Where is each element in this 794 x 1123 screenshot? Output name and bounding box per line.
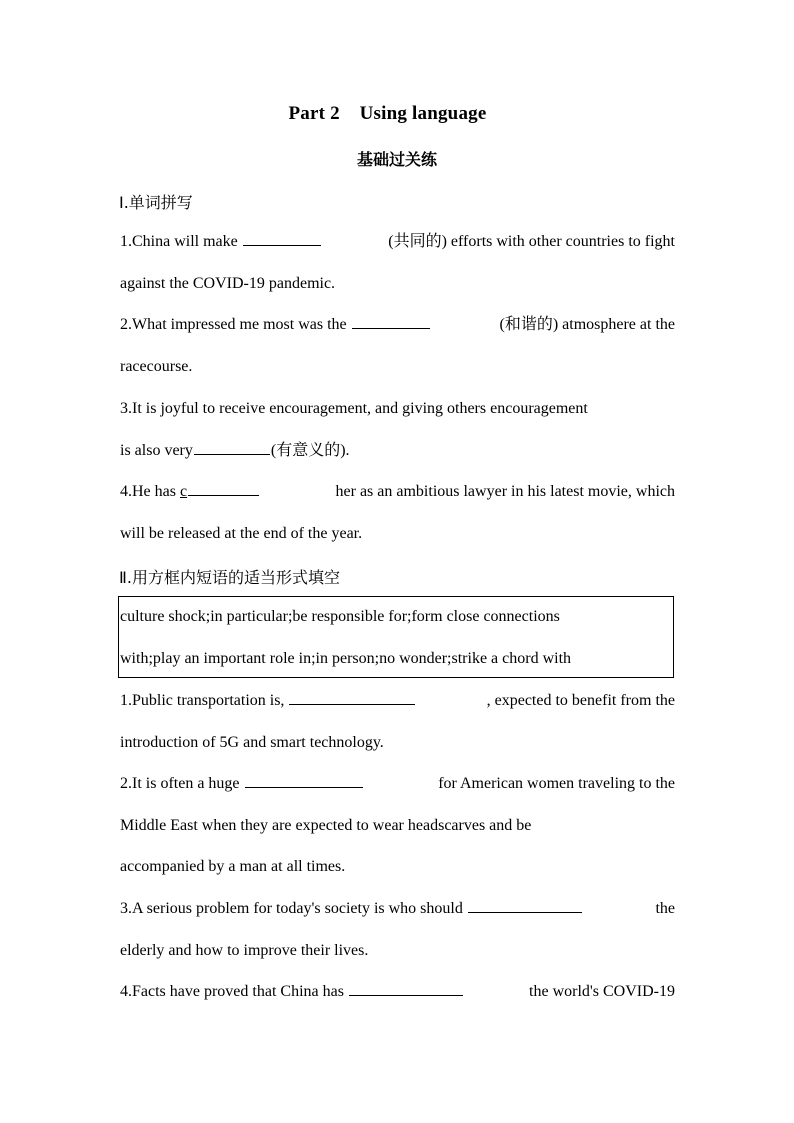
- section-1-item-4: [120, 471, 675, 554]
- section-2-heading: Ⅱ.用方框内短语的适当形式填空: [119, 568, 340, 587]
- section-2-item-4: [120, 971, 675, 1013]
- item-text: (有意义的).: [270, 441, 350, 459]
- item-text: 1.Public transportation is,: [120, 692, 289, 709]
- answer-blank[interactable]: [352, 327, 430, 329]
- item-text: elderly and how to improve their lives.: [120, 941, 369, 959]
- item-text: 1.China will make: [120, 233, 242, 250]
- item-text: accompanied by a man at all times.: [120, 858, 346, 876]
- section-2-item-1: [120, 680, 675, 763]
- item-text: 3.It is joyful to receive encouragement, and giving others encouragement: [120, 400, 588, 417]
- section-1-item-1: [120, 221, 675, 304]
- answer-blank[interactable]: [194, 453, 270, 455]
- answer-blank[interactable]: [188, 494, 259, 496]
- item-text: 3.A serious problem for today's society is who should: [120, 900, 467, 917]
- item-text: the world's COVID-19: [529, 983, 675, 1000]
- item-text: 4.Facts have proved that China has: [120, 983, 348, 1000]
- item-text: her as an ambitious lawyer in his latest movie, which: [335, 483, 675, 500]
- item-text: is also very: [120, 441, 193, 459]
- phrase-box-text: [120, 596, 675, 679]
- item-text: will be released at the end of the year.: [120, 524, 363, 542]
- item-text: (共同的) efforts with other countries to fight: [388, 233, 675, 250]
- item-text: against the COVID-19 pandemic.: [120, 274, 336, 292]
- answer-initial-letter: c: [179, 483, 188, 500]
- section-1-item-3: [120, 388, 675, 471]
- answer-blank[interactable]: [349, 994, 463, 996]
- item-text: introduction of 5G and smart technology.: [120, 733, 384, 751]
- answer-blank[interactable]: [245, 786, 363, 788]
- item-text: 2.It is often a huge: [120, 775, 244, 792]
- answer-blank[interactable]: [243, 244, 321, 246]
- item-text: 4.He has: [120, 483, 180, 500]
- item-text: , expected to benefit from the: [486, 692, 675, 709]
- section-2-item-3: [120, 888, 675, 971]
- phrase-list-line: culture shock;in particular;be responsible for;form close connections: [120, 608, 560, 625]
- item-text: Middle East when they are expected to wear headscarves and be: [120, 816, 532, 834]
- page-title: Part 2 Using language: [288, 103, 487, 124]
- answer-blank[interactable]: [468, 911, 582, 913]
- item-text: the: [655, 900, 675, 917]
- section-2-item-2: [120, 763, 675, 888]
- page-subtitle: 基础过关练: [356, 150, 437, 169]
- section-1-heading: Ⅰ.单词拼写: [119, 193, 193, 212]
- item-text: (和谐的) atmosphere at the: [499, 316, 675, 333]
- section-1-item-2: [120, 304, 675, 387]
- answer-blank[interactable]: [289, 703, 415, 705]
- item-text: 2.What impressed me most was the: [120, 316, 351, 333]
- phrase-list-line: with;play an important role in;in person;no wonder;strike a chord with: [120, 649, 572, 667]
- item-text: racecourse.: [120, 357, 193, 375]
- item-text: for American women traveling to the: [438, 775, 675, 792]
